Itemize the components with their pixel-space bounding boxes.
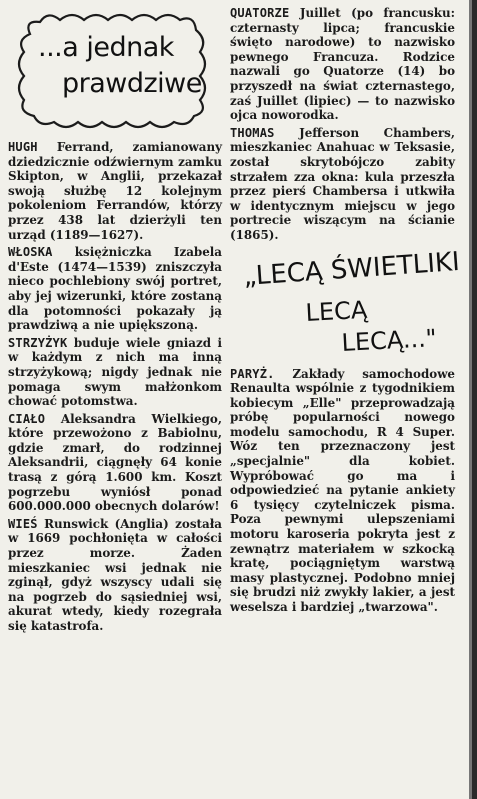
clipping-edge xyxy=(469,0,477,799)
left-column xyxy=(8,8,222,637)
masthead-line-1: ...a jednak xyxy=(38,32,174,63)
lecha-line-3: LECĄ..." xyxy=(340,323,438,357)
item-lead: HUGH xyxy=(8,140,38,154)
item-lead: CIAŁO xyxy=(8,411,46,426)
item-text: Runswick (Anglia) została w 1669 pochłonięta w całości przez morze. Żaden mieszkaniec wsi jednak nie zginął, gdyż wszyscy udali się na pogrzeb do sąsiedniej wsi, akurat wtedy, kiedy rozegrała się katastrofa. xyxy=(8,516,222,633)
left-item-wies xyxy=(8,517,222,634)
left-item-hugh xyxy=(8,140,222,242)
item-text: Aleksandra Wielkiego, które przewożono z Babiolnu, gdzie zmarł, do rodzinnej Aleksandrii, ciągnęły 64 konie trasą z górą 1.600 km. Koszt pogrzebu wyniósł ponad 600.000.000 obecnych dolarów! xyxy=(8,411,223,514)
lecha-line-1: „LECĄ ŚWIETLIKI xyxy=(242,246,461,292)
left-item-strzyzyk xyxy=(8,336,222,409)
masthead-line-2: prawdziwe xyxy=(62,68,202,99)
right-item-thomas xyxy=(230,126,455,243)
right-item-quatorze xyxy=(230,6,455,123)
lecha-hand-lettering xyxy=(242,246,461,361)
item-text: księżniczka Izabela d'Este (1474—1539) zniszczyła nieco pochlebiony swój portret, aby jej wizerunki, które zostaną dla potomności pokazały ją prawdziwą a nie upiększoną. xyxy=(8,245,223,333)
item-text: buduje wiele gniazd i w każdym z nich ma inną strzyżykową; nigdy jednak nie pomaga swym małżonkom chować potomstwa. xyxy=(8,335,223,409)
item-text: Juillet (po francusku: czternasty lipca; francuskie święto narodowe) to nazwisko pewnego Francuza. Rodzice nazwali go Quatorze (14) bo przyszedł na świat czternastego, zaś Juillet (lipiec) — to nazwisko ojca noworodka. xyxy=(230,6,455,123)
item-lead: PARYŻ. xyxy=(230,366,275,381)
lecha-line-2: LECĄ xyxy=(304,295,368,327)
item-lead: WIEŚ xyxy=(8,516,38,531)
masthead xyxy=(12,12,210,132)
right-column xyxy=(230,6,461,618)
item-lead: WŁOSKA xyxy=(8,245,53,260)
right-item-paryz xyxy=(230,367,455,615)
item-text: Ferrand, zamianowany dziedzicznie odźwiernym zamku Skipton, w Anglii, przekazał swoją służbę 12 kolejnym pokoleniom Ferrandów, którzy przez 438 lat dzierżyli ten urząd (1189—1627). xyxy=(8,140,222,242)
item-lead: QUATORZE xyxy=(230,6,290,20)
item-text: Jefferson Chambers, mieszkaniec Anahuac w Teksasie, został skrytobójczo zabity strzałem zza okna: kula przeszła przez pierś Chambersa i utkwiła w identycznym miejscu w jego portrecie wiszącym na ścianie (1865). xyxy=(230,125,455,242)
left-item-cialo xyxy=(8,412,222,514)
lecha-heading xyxy=(242,246,461,361)
item-lead: THOMAS xyxy=(230,125,275,140)
item-text: Zakłady samochodowe Renaulta wspólnie z tygodnikiem kobiecym „Elle" przeprowadzają próbę popularności nowego modelu samochodu, R 4 Super. Wóz ten przeznaczony jest „specjalnie" dla kobiet. Wypróbować go ma i odpowiedzieć na pytanie ankiety 6 tysięcy czytelniczek pisma. Poza pewnymi ulepszeniami motoru karoseria pokryta jest z zewnątrz materiałem w szkocką kratę, pociągniętym warstwą masy plastycznej. Podobno mniej się brudzi niż zwykły lakier, a jest weselsza i bardziej „twarzowa". xyxy=(230,366,455,614)
left-item-wloska xyxy=(8,245,222,333)
item-lead: STRZYŻYK xyxy=(8,335,68,350)
